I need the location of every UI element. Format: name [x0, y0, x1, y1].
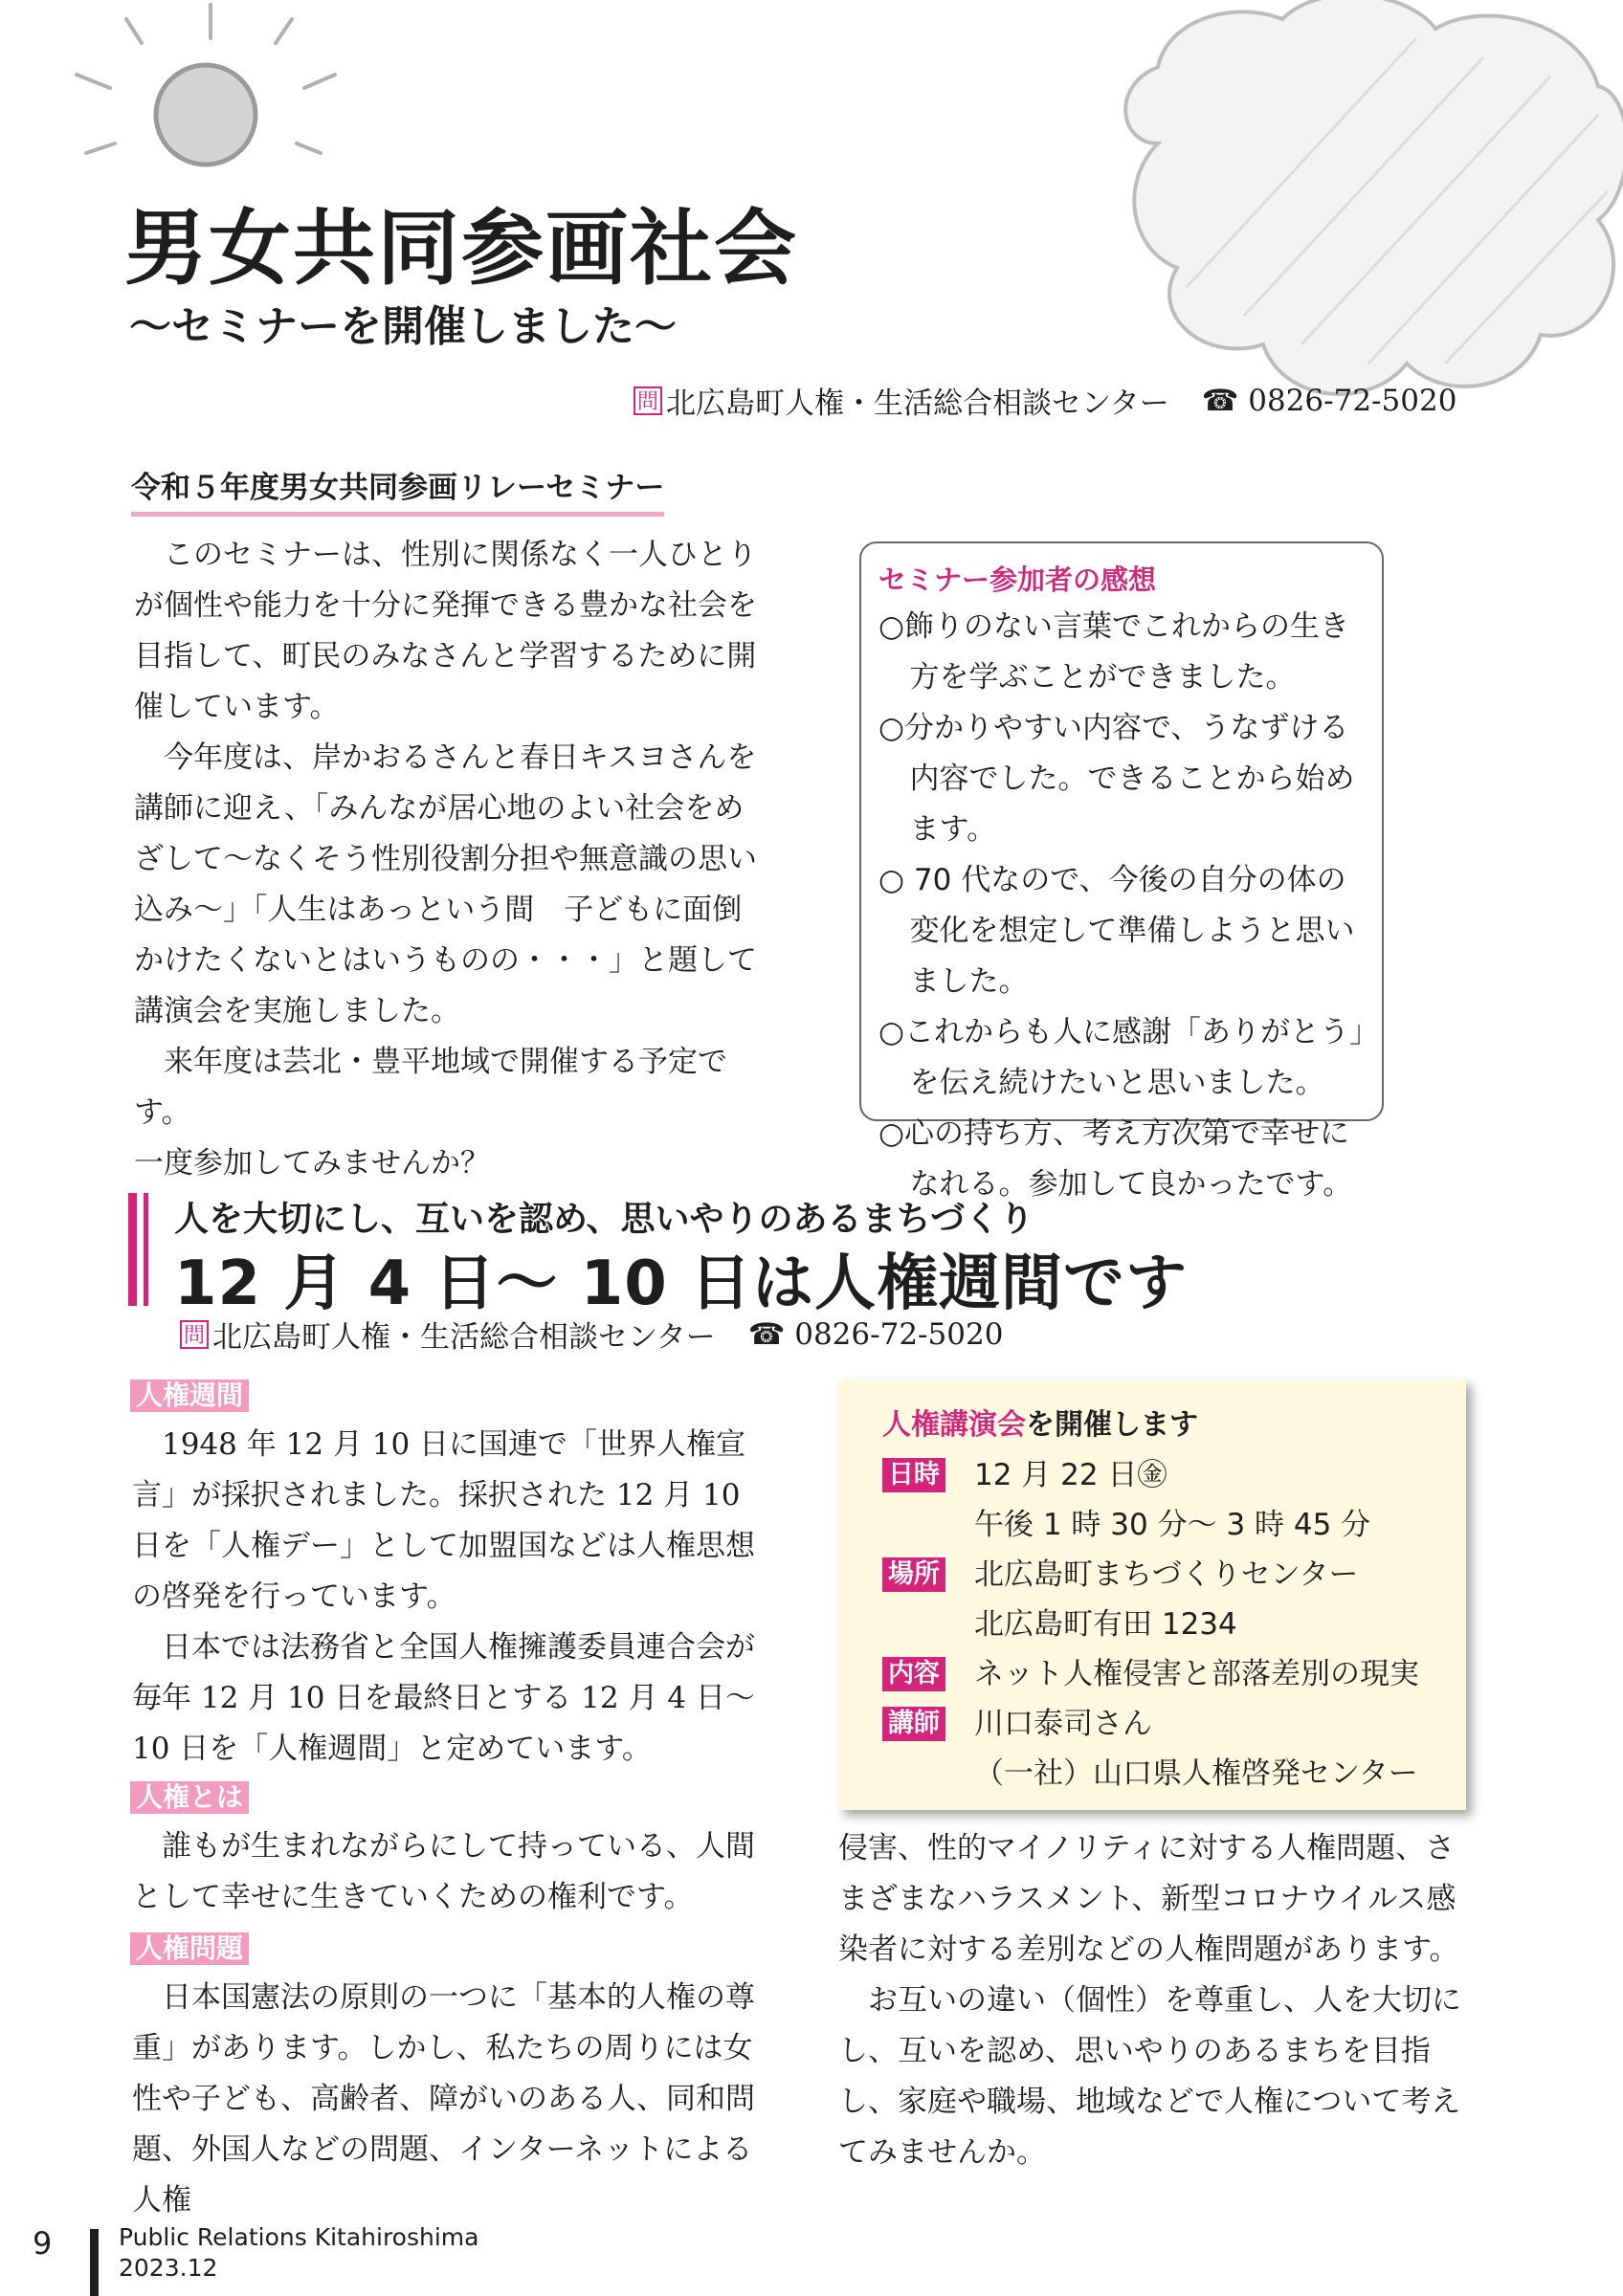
body-paragraph: 日本国憲法の原則の一つに「基本的人権の尊重」があります。しかし、私たちの周りには女性や子ども、高齢者、障がいのある人、同和問題、外国人などの問題、インターネットによる人権 [132, 1980, 755, 2218]
tag-what-is-human-rights: 人権とは [130, 1781, 249, 1814]
lecture-time: 午後 1 時 30 分～ 3 時 45 分 [974, 1508, 1371, 1542]
seminar-paragraph: 今年度は、岸かおるさんと春日キスヨさんを講師に迎え、「みんなが居心地のよい社会をめざして～なくそう性別役割分担や無意識の思い込み～」「人生はあっという間 子どもに面倒かけたくないとはいうものの・・・」と題して講演会を実施しました。 [134, 740, 757, 1028]
lecture-row-time [882, 1500, 1466, 1550]
body-paragraph: 日本では法務省と全国人権擁護委員連合会が毎年 12 月 10 日を最終日とする 12 月 4 日～ 10 日を「人権週間」と定めています。 [132, 1630, 755, 1766]
section-title: 12 月 4 日～ 10 日は人権週間です [174, 1248, 1189, 1319]
seminar-body [134, 530, 766, 1189]
seminar-paragraph: 来年度は芸北・豊平地域で開催する予定です。 [134, 1045, 727, 1130]
lecture-row-speaker-org [882, 1749, 1466, 1799]
lecture-row-address [882, 1600, 1466, 1649]
lecture-info-box [838, 1380, 1466, 1810]
impression-item: ○飾りのない言葉でこれからの生き方を学ぶことができました。 [878, 609, 1350, 695]
lecture-row-content [882, 1649, 1466, 1699]
seminar-heading: 令和５年度男女共同参画リレーセミナー [131, 463, 664, 517]
lecture-date: 12 月 22 日㊎ [974, 1458, 1167, 1492]
lecture-title-highlight: 人権講演会 [882, 1408, 1026, 1442]
section-kicker: 人を大切にし、互いを認め、思いやりのあるまちづくり [174, 1200, 1034, 1239]
place-label: 場所 [882, 1557, 945, 1592]
contact-info [180, 1313, 1003, 1356]
seminar-paragraph: このセミナーは、性別に関係なく一人ひとりが個性や能力を十分に発揮できる豊かな社会を目指して、町民のみなさんと学習するために開催しています。 [134, 538, 757, 724]
lecture-address: 北広島町有田 1234 [974, 1607, 1237, 1642]
publication-name: Public Relations Kitahiroshima [119, 2223, 479, 2251]
cloud-illustration [1101, 0, 1623, 421]
lecture-row-date [882, 1450, 1466, 1500]
human-rights-week-body [132, 1420, 764, 1775]
impressions-title: セミナー参加者の感想 [878, 563, 1157, 596]
contact-info [634, 379, 1456, 422]
lecture-content: ネット人権侵害と部落差別の現実 [974, 1657, 1419, 1691]
footer-bar [90, 2229, 99, 2296]
lecture-row-speaker [882, 1699, 1466, 1749]
impression-item: ○心の持ち方、考え方次第で幸せになれる。参加して良かったです。 [878, 1116, 1353, 1202]
section-accent-bar [128, 1193, 137, 1306]
contact-phone[interactable]: ☎ 0826-72-5020 [1201, 383, 1457, 418]
lecture-place: 北広島町まちづくりセンター [974, 1557, 1359, 1592]
body-paragraph: 侵害、性的マイノリティに対する人権問題、さまざまなハラスメント、新型コロナウイルス感染者に対する差別などの人権問題があります。 [838, 1831, 1459, 1967]
page-number: 9 [33, 2225, 53, 2262]
impression-item: ○分かりやすい内容で、うなずける内容でした。できることから始めます。 [878, 711, 1355, 847]
contact-phone[interactable]: ☎ 0826-72-5020 [747, 1316, 1004, 1352]
page-title: 男女共同参画社会 [124, 200, 798, 297]
lecture-title [882, 1401, 1466, 1443]
body-paragraph: 1948 年 12 月 10 日に国連で「世界人権宣言」が採択されました。採択された 12 月 10 日を「人権デー」として加盟国などは人権思想の啓発を行っています。 [132, 1427, 755, 1614]
inquiry-badge: 問 [634, 386, 662, 415]
publication-date: 2023.12 [119, 2254, 218, 2282]
page-subtitle: ～セミナーを開催しました～ [129, 302, 677, 351]
tag-human-rights-week: 人権週間 [130, 1380, 249, 1412]
tag-human-rights-issues: 人権問題 [130, 1932, 249, 1965]
sun-illustration [57, 0, 364, 201]
lecture-speaker-org: （一社）山口県人権啓発センター [974, 1756, 1418, 1791]
speaker-label: 講師 [882, 1707, 945, 1741]
impression-item: ○ 70 代なので、今後の自分の体の変化を想定して準備しようと思いました。 [878, 863, 1355, 999]
impressions-box [859, 541, 1384, 1202]
section-accent-bar [144, 1193, 148, 1306]
human-rights-issues-body [132, 1973, 764, 2226]
body-paragraph: お互いの違い（個性）を尊重し、人を大切にし、互いを認め、思いやりのあるまちを目指し、家庭や職場、地域などで人権について考えてみませんか。 [838, 1983, 1461, 2170]
human-rights-definition-body [132, 1821, 764, 1923]
contact-org: 北広島町人権・生活総合相談センター [212, 1320, 716, 1355]
lecture-title-rest: を開催します [1026, 1408, 1198, 1442]
lecture-speaker: 川口泰司さん [974, 1707, 1152, 1741]
inquiry-badge: 問 [180, 1320, 209, 1349]
content-label: 内容 [882, 1657, 945, 1691]
date-label: 日時 [882, 1458, 945, 1492]
body-paragraph: 誰もが生まれながらにして持っている、人間として幸せに生きていくための権利です。 [132, 1829, 755, 1914]
impression-item: ○これからも人に感謝「ありがとう」を伝え続けたいと思いました。 [878, 1015, 1365, 1100]
seminar-paragraph: 一度参加してみませんか？ [134, 1146, 490, 1181]
human-rights-issues-continued [838, 1823, 1470, 2178]
contact-org: 北広島町人権・生活総合相談センター [666, 386, 1169, 421]
lecture-row-place [882, 1550, 1466, 1600]
